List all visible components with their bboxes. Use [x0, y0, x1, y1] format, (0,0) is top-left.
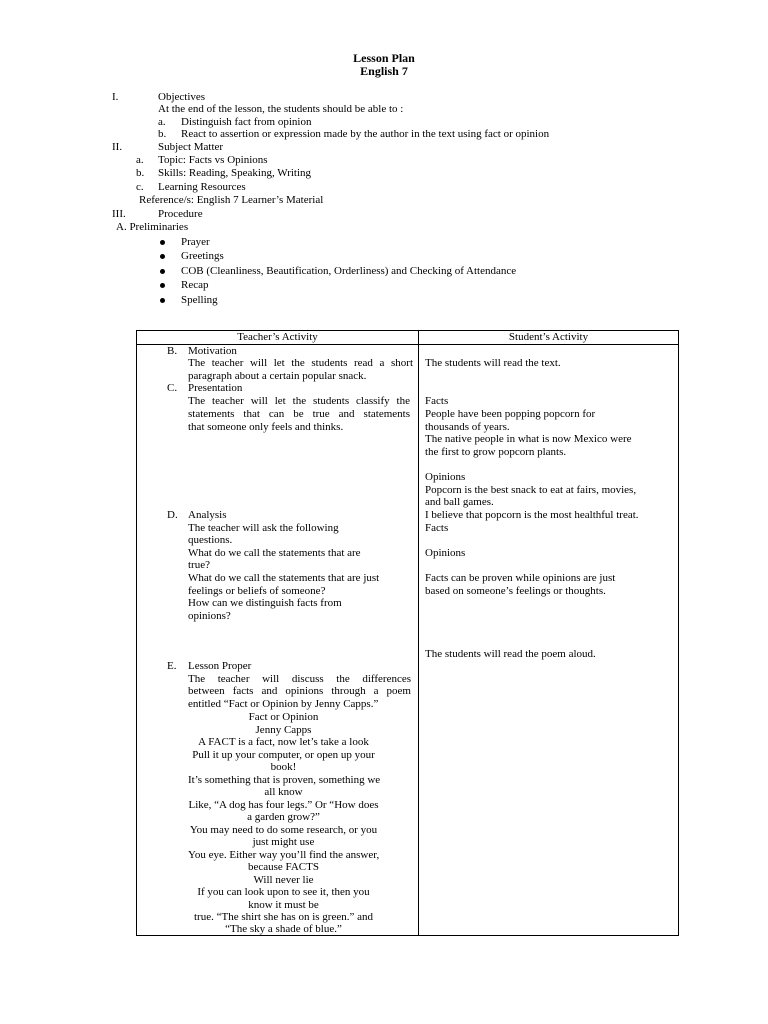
section-number: III. — [112, 208, 126, 220]
list-letter: a. — [158, 116, 166, 128]
objectives-intro: At the end of the lesson, the students should be able to : — [158, 103, 404, 115]
list-letter: b. — [136, 167, 145, 179]
poem-line: a garden grow?” — [247, 811, 320, 823]
student-text: The students will read the poem aloud. — [425, 648, 596, 660]
section-title-objectives: Objectives — [158, 91, 206, 103]
step-letter: C. — [167, 382, 178, 394]
reference-line: Reference/s: English 7 Learner’s Material — [139, 194, 324, 206]
list-letter: a. — [136, 154, 144, 166]
list-item: Recap — [181, 279, 209, 291]
objective-item: Distinguish fact from opinion — [181, 116, 312, 128]
student-answer: based on someone’s feelings or thoughts. — [425, 585, 606, 597]
poem-line: all know — [264, 786, 303, 798]
poem-line: just might use — [252, 836, 315, 848]
student-text: The native people in what is now Mexico were — [425, 433, 632, 445]
teacher-activity-header: Teacher’s Activity — [137, 331, 419, 345]
poem-line: because FACTS — [248, 861, 319, 873]
document-title: Lesson Plan — [353, 51, 415, 65]
student-text: Popcorn is the best snack to eat at fairs, movies, — [425, 484, 637, 496]
teacher-text: What do we call the statements that are just — [188, 572, 380, 584]
student-answer: Facts can be proven while opinions are just — [425, 572, 616, 584]
step-letter: B. — [167, 345, 178, 357]
section-title-procedure: Procedure — [158, 208, 203, 220]
poem-line: You eye. Either way you’ll find the answer, — [188, 849, 380, 861]
preliminaries-heading: A. Preliminaries — [116, 221, 189, 233]
teacher-text: The teacher will let the students read a short — [188, 357, 413, 369]
bullet-icon — [160, 269, 165, 274]
subject-item: Topic: Facts vs Opinions — [158, 154, 268, 166]
teacher-text: feelings or beliefs of someone? — [188, 585, 326, 597]
poem-line: Like, “A dog has four legs.” Or “How does — [188, 799, 379, 811]
teacher-text: The teacher will let the students classify the — [188, 395, 410, 407]
teacher-text: between facts and opinions through a poem — [188, 685, 411, 697]
teacher-text: questions. — [188, 534, 233, 546]
list-letter: c. — [136, 181, 144, 193]
teacher-text: paragraph about a certain popular snack. — [188, 370, 367, 382]
poem-line: book! — [270, 761, 297, 773]
list-item: COB (Cleanliness, Beautification, Orderliness) and Checking of Attendance — [181, 265, 517, 277]
bullet-icon — [160, 240, 165, 245]
poem-line: “The sky a shade of blue.” — [225, 923, 342, 935]
poem-title: Fact or Opinion — [248, 711, 319, 723]
student-text: thousands of years. — [425, 421, 510, 433]
poem-line: You may need to do some research, or you — [189, 824, 378, 836]
poem-line: Will never lie — [253, 874, 314, 886]
poem-line: If you can look upon to see it, then you — [197, 886, 370, 898]
step-title-lesson-proper: Lesson Proper — [188, 660, 252, 672]
teacher-text: What do we call the statements that are — [188, 547, 361, 559]
poem-line: A FACT is a fact, now let’s take a look — [198, 736, 369, 748]
poem-line: Pull it up your computer, or open up your — [192, 749, 375, 761]
teacher-text: that someone only feels and thinks. — [188, 421, 344, 433]
student-text: the first to grow popcorn plants. — [425, 446, 567, 458]
list-item: Prayer — [181, 236, 210, 248]
objective-item: React to assertion or expression made by the author in the text using fact or opinion — [181, 128, 550, 140]
document-subtitle: English 7 — [360, 64, 408, 78]
list-item: Spelling — [181, 294, 218, 306]
teacher-text: The teacher will discuss the differences — [188, 673, 411, 685]
teacher-text: true? — [188, 559, 210, 571]
student-answer: Facts — [425, 522, 449, 534]
bullet-icon — [160, 283, 165, 288]
teacher-activity-cell — [137, 345, 419, 936]
teacher-text: statements that can be true and statements — [188, 408, 410, 420]
section-number: II. — [112, 141, 123, 153]
step-letter: D. — [167, 509, 178, 521]
student-answer: Opinions — [425, 547, 466, 559]
teacher-text: entitled “Fact or Opinion by Jenny Capps.” — [188, 698, 379, 710]
teacher-text: The teacher will ask the following — [188, 522, 339, 534]
bullet-icon — [160, 254, 165, 259]
section-number: I. — [112, 91, 119, 103]
poem-line: It’s something that is proven, something we — [188, 774, 381, 786]
list-letter: b. — [158, 128, 167, 140]
teacher-text: opinions? — [188, 610, 231, 622]
student-text: and ball games. — [425, 496, 494, 508]
poem-author: Jenny Capps — [255, 724, 312, 736]
subject-item: Skills: Reading, Speaking, Writing — [158, 167, 312, 179]
facts-label: Facts — [425, 395, 449, 407]
step-title-presentation: Presentation — [188, 382, 243, 394]
step-title-motivation: Motivation — [188, 345, 237, 357]
step-title-analysis: Analysis — [188, 509, 227, 521]
opinions-label: Opinions — [425, 471, 466, 483]
poem-line: know it must be — [248, 899, 319, 911]
student-activity-cell — [419, 345, 679, 936]
poem-line: true. “The shirt she has on is green.” and — [194, 911, 373, 923]
subject-item: Learning Resources — [158, 181, 246, 193]
section-title-subject-matter: Subject Matter — [158, 141, 224, 153]
list-item: Greetings — [181, 250, 224, 262]
student-text: I believe that popcorn is the most healthful treat. — [425, 509, 639, 521]
student-text: The students will read the text. — [425, 357, 561, 369]
student-text: People have been popping popcorn for — [425, 408, 596, 420]
step-letter: E. — [167, 660, 177, 672]
student-activity-header: Student’s Activity — [419, 331, 679, 345]
bullet-icon — [160, 298, 165, 303]
teacher-text: How can we distinguish facts from — [188, 597, 342, 609]
activity-table — [136, 330, 679, 936]
